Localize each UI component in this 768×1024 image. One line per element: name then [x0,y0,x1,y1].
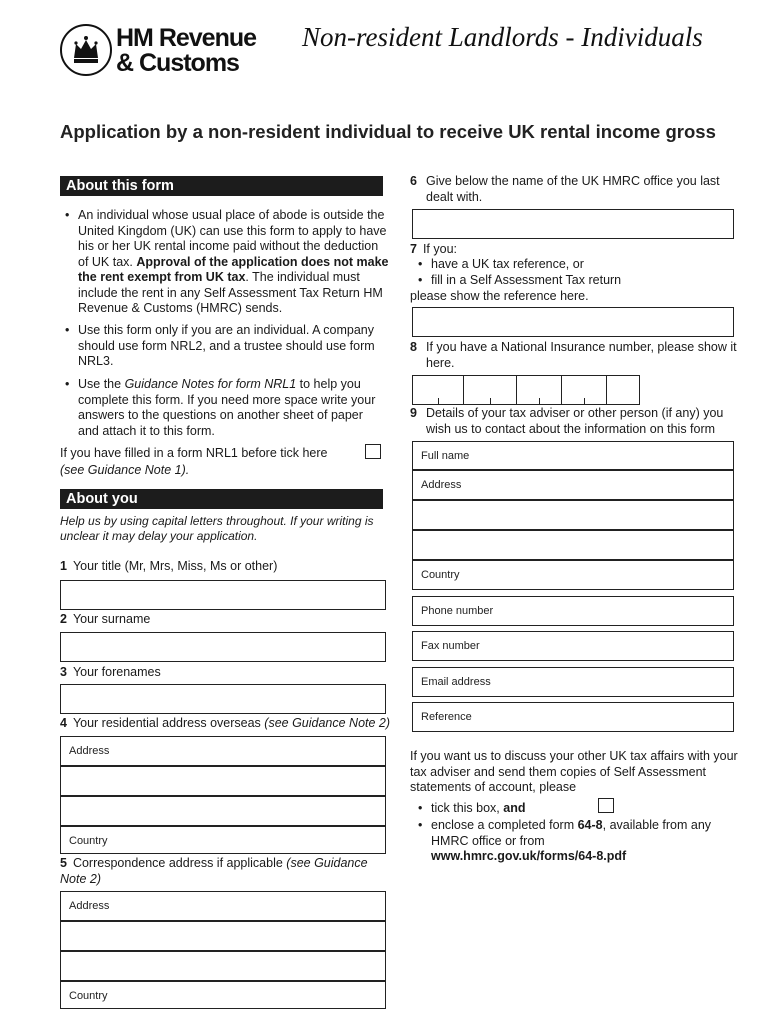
discuss-affairs-checkbox[interactable] [598,798,614,813]
correspondence-country-input[interactable]: Country [60,981,386,1009]
form-title: Non-resident Landlords - Individuals [302,22,703,52]
adviser-fax-input[interactable]: Fax number [412,631,734,661]
q8-label: 8 If you have a National Insurance number, please show it here. [410,340,737,370]
q5-label: 5 Correspondence address if applicable (see Guidance Note 2) [60,856,368,886]
correspondence-address-line-3[interactable] [60,951,386,981]
about-form-heading: About this form [60,176,383,196]
about-form-bullet-3: • Use the Guidance Notes for form NRL1 to help you complete this form. If you need more space write your answers to the questions on another sheet of paper and attach it to this form. [65,377,376,438]
discuss-affairs-text: If you want us to discuss your other UK tax affairs with your tax adviser and send them copies of Self Assessment statements of account, please [410,749,738,794]
guidance-note-1: (see Guidance Note 1). [60,463,190,477]
adviser-phone-input[interactable]: Phone number [412,596,734,626]
hmrc-office-input[interactable] [412,209,734,239]
ni-number-input[interactable] [412,375,640,405]
residential-country-input[interactable]: Country [60,826,386,854]
q2-label: 2 Your surname [60,612,151,626]
adviser-email-input[interactable]: Email address [412,667,734,697]
residential-address-line-3[interactable] [60,796,386,826]
q6-label: 6 Give below the name of the UK HMRC office you last dealt with. [410,174,720,204]
q7-tail: please show the reference here. [410,289,589,303]
tick-box-instruction: • tick this box, and [418,801,526,815]
org-name-line2: & Customs [116,49,239,77]
adviser-full-name-input[interactable]: Full name [412,441,734,470]
correspondence-address-line-1[interactable]: Address [60,891,386,921]
q9-label: 9 Details of your tax adviser or other person (if any) you wish us to contact about the information on this form [410,406,724,436]
adviser-country-input[interactable]: Country [412,560,734,590]
page-title: Application by a non-resident individual to receive UK rental income gross [60,121,716,142]
correspondence-address-line-2[interactable] [60,921,386,951]
adviser-address-line-2[interactable] [412,500,734,530]
q1-label: 1 Your title (Mr, Mrs, Miss, Ms or other) [60,559,278,573]
q3-label: 3 Your forenames [60,665,161,679]
residential-address-line-1[interactable]: Address [60,736,386,766]
title-input[interactable] [60,580,386,610]
about-you-intro: Help us by using capital letters throughout. If your writing is unclear it may delay your application. [60,514,374,543]
adviser-address-line-1[interactable]: Address [412,470,734,500]
tax-reference-input[interactable] [412,307,734,337]
enclose-form-instruction: • enclose a completed form 64-8, available from any HMRC office or from www.hmrc.gov.uk/forms/64-8.pdf [418,818,712,863]
about-form-bullet-1: • An individual whose usual place of abode is outside the United Kingdom (UK) can use this form to apply to have his or her UK rental income paid without the deduction of UK tax. Approval of the application does not make the rent exempt from UK tax. The individual must include the rent in any Self Assessment Tax Return HM Revenue & Customs (HMRC) sends. [65,208,389,315]
residential-address-line-2[interactable] [60,766,386,796]
surname-input[interactable] [60,632,386,662]
adviser-address-line-3[interactable] [412,530,734,560]
q4-label: 4 Your residential address overseas (see Guidance Note 2) [60,716,391,730]
previous-nrl1-checkbox[interactable] [365,444,381,459]
hmrc-crest-icon [60,24,112,76]
forenames-input[interactable] [60,684,386,714]
q7-label: 7 If you: [410,242,457,256]
q7-bullet-1: • have a UK tax reference, or [418,257,584,271]
about-you-heading: About you [60,489,383,509]
adviser-reference-input[interactable]: Reference [412,702,734,732]
form-64-8-link[interactable]: www.hmrc.gov.uk/forms/64-8.pdf [431,849,627,863]
previous-nrl1-text: If you have filled in a form NRL1 before tick here [60,446,328,460]
q7-bullet-2: • fill in a Self Assessment Tax return [418,273,622,287]
about-form-bullet-2: • Use this form only if you are an individual. A company should use form NRL2, and a trustee should use form NRL3. [65,323,375,368]
org-name-line1: HM Revenue [116,24,257,52]
